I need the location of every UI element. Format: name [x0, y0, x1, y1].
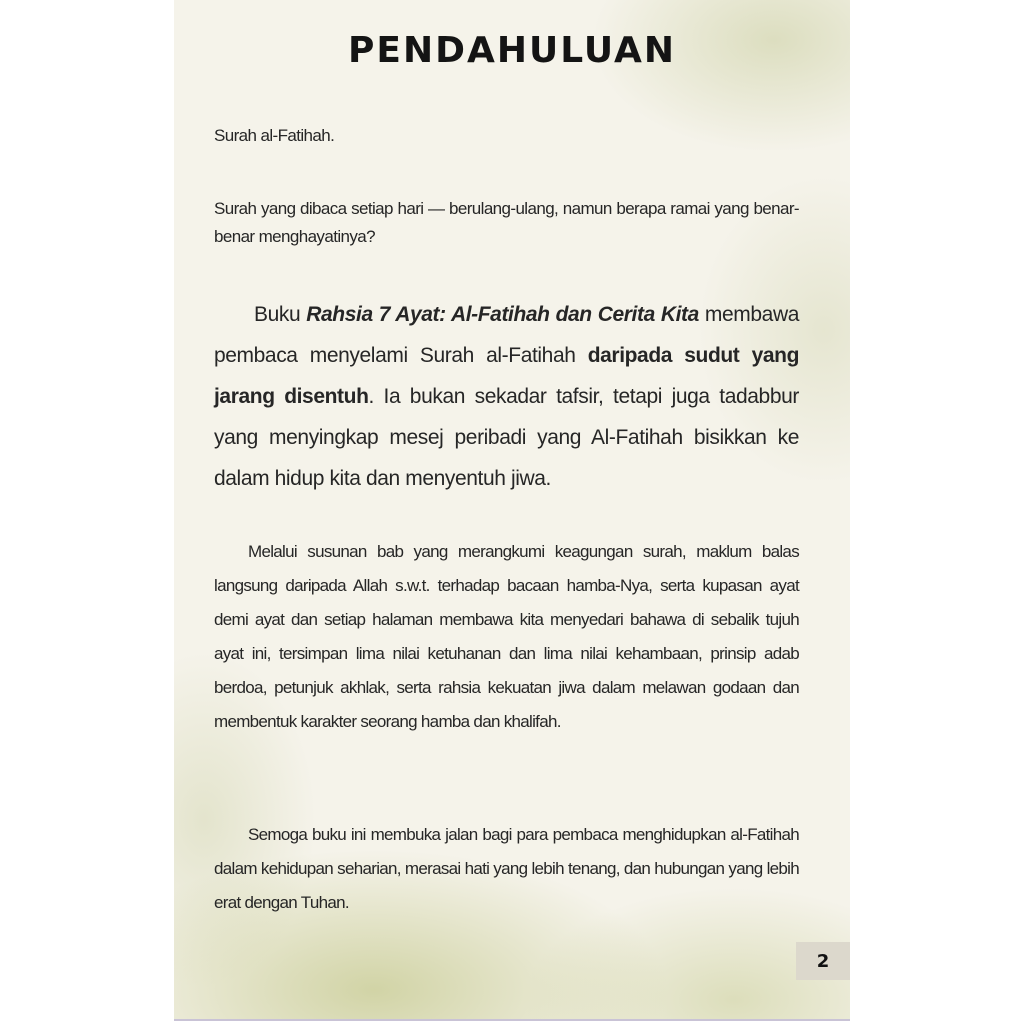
paragraph-4: Melalui susunan bab yang merangkumi keagungan surah, maklum balas langsung daripada Allah s.w.t. terhadap bacaan hamba-Nya, serta kupasan ayat demi ayat dan setiap halaman membawa kita menyedari bahawa di sebalik tujuh ayat ini, tersimpan lima nilai ketuhanan dan lima nilai kehambaan, prinsip adab berdoa, petunjuk akhlak, serta rahsia kekuatan jiwa dalam melawan godaan dan membentuk karakter seorang hamba dan khalifah.	[214, 542, 799, 731]
paragraph-3-text-a: Buku	[254, 303, 307, 326]
paragraph-3	[214, 294, 799, 499]
book-title: Rahsia 7 Ayat: Al-Fatihah dan Cerita Kita	[306, 303, 699, 326]
paragraph-3-text-b: membawa pembaca menyelami Surah al-Fatihah	[214, 303, 800, 367]
paragraph-3-emphasis: daripada sudut yang jarang disentuh	[214, 344, 799, 408]
paragraph-3-text-c: . Ia bukan sekadar tafsir, tetapi juga tadabbur yang menyingkap mesej peribadi yang Al-Fatihah bisikkan ke dalam hidup kita dan menyentuh jiwa.	[214, 385, 799, 490]
page-title: PENDAHULUAN	[348, 30, 676, 71]
book-page	[174, 0, 850, 1021]
paragraph-1: Surah al-Fatihah.	[214, 126, 335, 145]
paragraph-2: Surah yang dibaca setiap hari — berulang-ulang, namun berapa ramai yang benar-benar menghayatinya?	[214, 199, 799, 246]
page-number: 2	[796, 942, 850, 980]
paragraph-5: Semoga buku ini membuka jalan bagi para pembaca menghidupkan al-Fatihah dalam kehidupan seharian, merasai hati yang lebih tenang, dan hubungan yang lebih erat dengan Tuhan.	[214, 825, 799, 912]
